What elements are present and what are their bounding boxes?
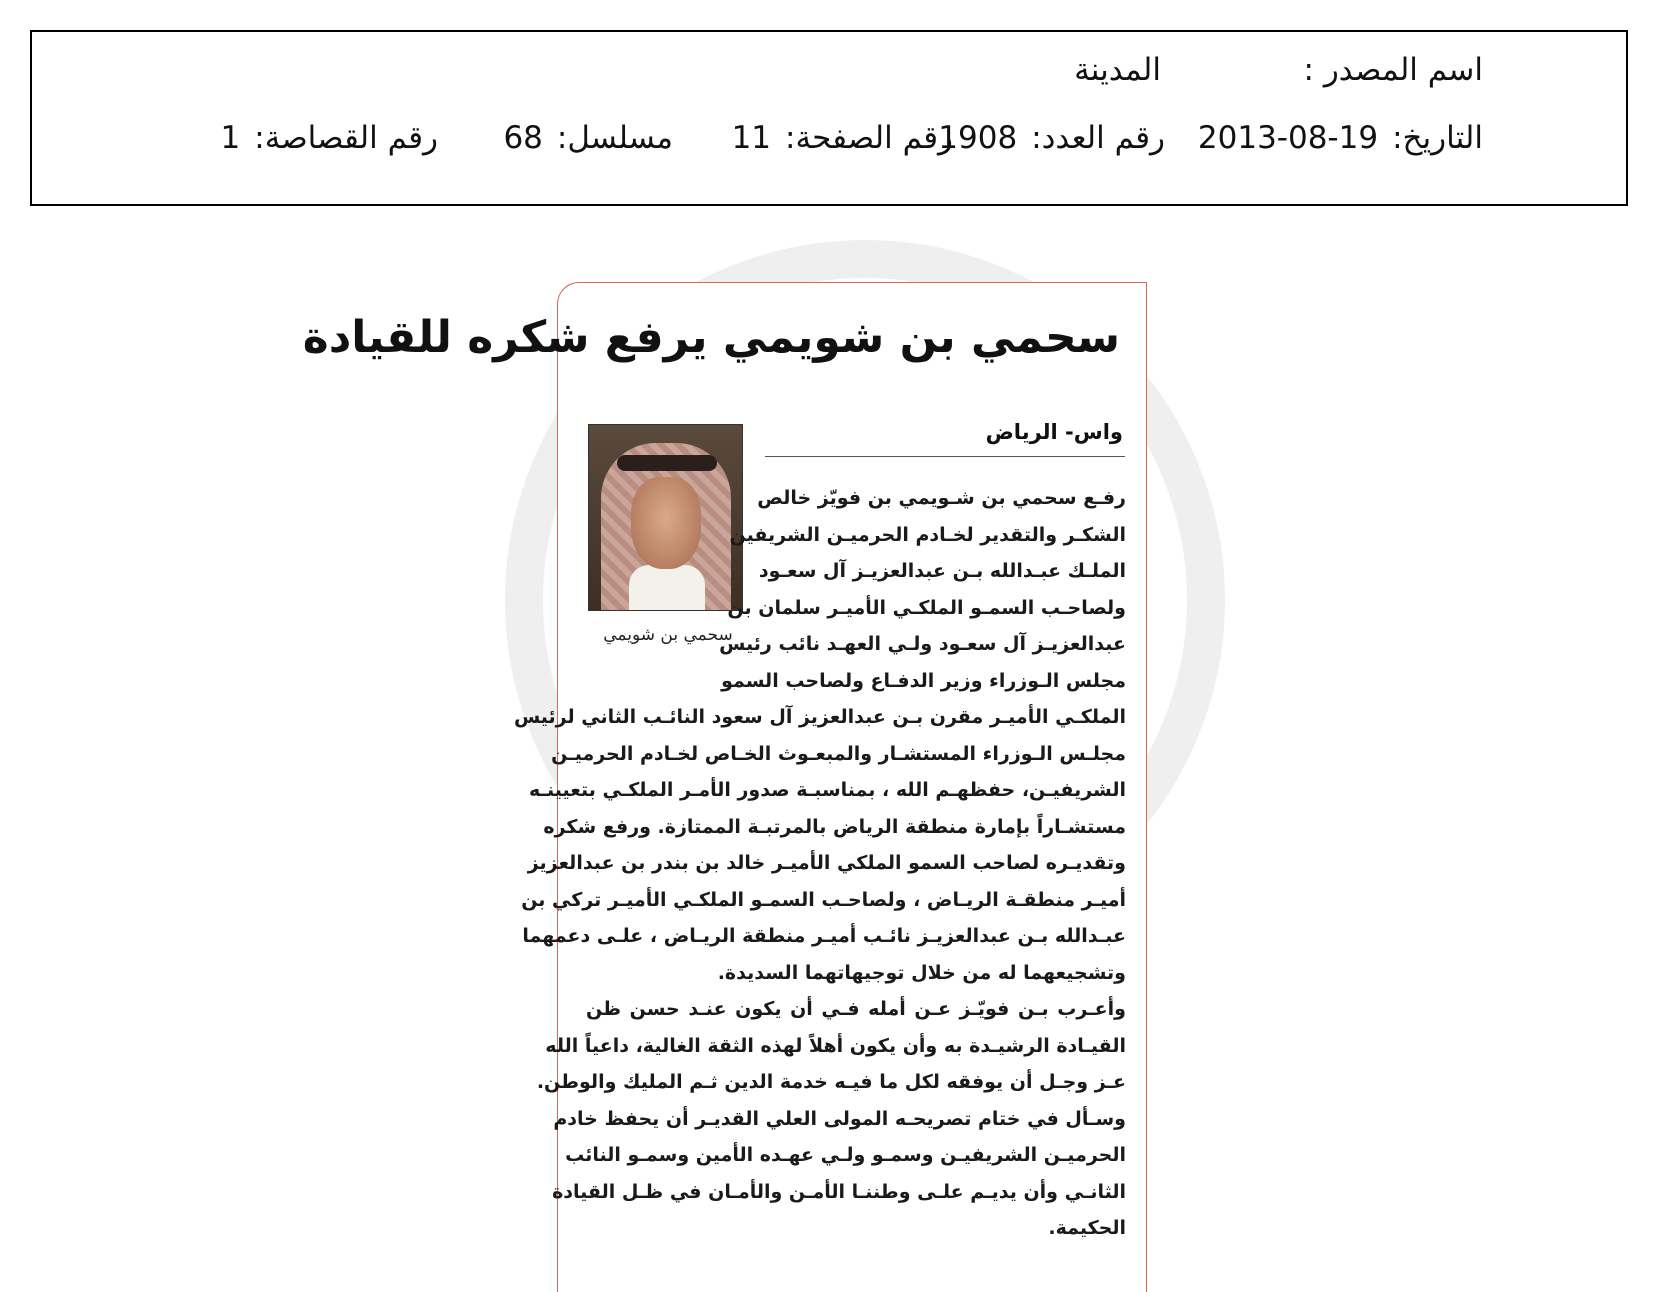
serial-field bbox=[503, 120, 673, 156]
byline-divider bbox=[765, 456, 1125, 457]
article-line: الحكيمة. bbox=[1048, 1217, 1126, 1239]
article-headline: سحمي بن شويمي يرفع شكره للقيادة bbox=[302, 312, 1120, 363]
date-value: 2013-08-19 bbox=[1197, 120, 1379, 156]
article-line: عـز وجـل أن يوفقه لكل ما فيـه خدمة الدين ثـم المليك والوطن. bbox=[536, 1071, 1126, 1093]
article-line: مجلس الـوزراء وزير الدفـاع ولصاحب السمو bbox=[721, 669, 1126, 692]
clip-number-label: رقم القصاصة: bbox=[254, 120, 438, 156]
serial-value: 68 bbox=[503, 120, 543, 156]
article-line: الحرميـن الشريفيـن وسمـو ولـي عهـده الأمين وسمـو النائب bbox=[565, 1144, 1126, 1166]
article-line: الملـك عبـدالله بـن عبدالعزيـز آل سعـود bbox=[758, 560, 1126, 582]
article-line: الثانـي وأن يديـم علـى وطننـا الأمـن والأمـان في ظـل القيادة bbox=[552, 1180, 1126, 1203]
clip-number-value: 1 bbox=[220, 120, 241, 156]
article-line: الشكـر والتقدير لخـادم الحرميـن الشريفين bbox=[729, 523, 1126, 546]
article-line: الملكـي الأميـر مقرن بـن عبدالعزيز آل سعود النائـب الثاني لرئيس bbox=[513, 706, 1126, 728]
article-line: عبدالعزيـز آل سعـود ولـي العهـد نائب رئيس bbox=[719, 633, 1126, 655]
article-line: وأعـرب بـن فويّـز عـن أمله فـي أن يكون عنـد حسن ظن bbox=[586, 998, 1126, 1020]
article-line: عبـدالله بـن عبدالعزيـز نائـب أميـر منطقة الريـاض ، علـى دعمهما bbox=[522, 925, 1126, 947]
article-line: أميـر منطقـة الريـاض ، ولصاحـب السمـو الملكـي الأميـر تركي بن bbox=[521, 888, 1126, 911]
portrait-photo bbox=[588, 424, 743, 611]
article-line: القيـادة الرشيـدة به وأن يكون أهلاً لهذه الثقة الغالية، داعياً الله bbox=[545, 1034, 1126, 1057]
page-value: 11 bbox=[731, 120, 772, 156]
page-label: رقم الصفحة: bbox=[785, 120, 953, 156]
date-field bbox=[1198, 120, 1483, 156]
source-value: المدينة bbox=[1074, 52, 1161, 88]
article-line: مجلـس الـوزراء المستشـار والمبعـوث الخـاص لخـادم الحرميـن bbox=[551, 742, 1126, 765]
page-field bbox=[732, 120, 953, 156]
article-line: وسـأل في ختام تصريحـه المولى العلي القديـر أن يحفظ خادم bbox=[553, 1107, 1126, 1130]
serial-label: مسلسل: bbox=[556, 120, 673, 156]
issue-label: رقم العدد: bbox=[1031, 120, 1165, 156]
article-line: ولصاحـب السمـو الملكـي الأميـر سلمان بن bbox=[727, 596, 1126, 619]
article-line: وتقديـره لصاحب السمو الملكي الأميـر خالد بن بندر بن عبدالعزيز bbox=[527, 852, 1126, 874]
source-label: اسم المصدر : bbox=[1303, 52, 1483, 88]
issue-value: 1908 bbox=[938, 120, 1018, 156]
photo-caption: سحمي بن شويمي bbox=[603, 625, 733, 645]
clip-number-field bbox=[221, 120, 438, 156]
issue-field bbox=[938, 120, 1165, 156]
article-line: الشريفيـن، حفظهـم الله ، بمناسبـة صدور الأمـر الملكـي بتعيينـه bbox=[528, 779, 1126, 801]
article-line: وتشجيعهما له من خلال توجيهاتهما السديدة. bbox=[717, 961, 1126, 984]
article-line: رفـع سحمي بن شـويمي بن فويّز خالص bbox=[757, 487, 1126, 509]
article-byline: واس- الرياض bbox=[985, 420, 1123, 444]
article-line: مستشـاراً بإمارة منطقة الرياض بالمرتبـة الممتازة. ورفع شكره bbox=[543, 815, 1126, 838]
date-label: التاريخ: bbox=[1392, 120, 1483, 156]
